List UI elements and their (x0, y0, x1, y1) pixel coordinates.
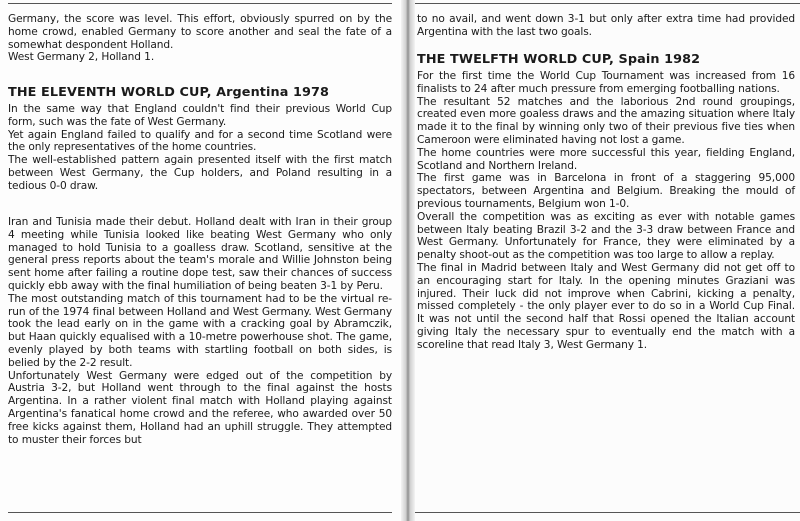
left-intro (8, 13, 392, 64)
book-spine-gutter (401, 0, 415, 521)
paragraph: Overall the competition was as exciting as ever with notable games between Italy beating Brazil 3-2 and the 3-3 draw between France and West Germany. Unfortunately for France, they were eliminated by a penalty shoot-out as the competition was too large to allow a replay. (417, 210, 795, 262)
paragraph: In the same way that England couldn't find their previous World Cup form, such was the fate of West Germany. (8, 103, 392, 128)
intro-paragraph: to no avail, and went down 3-1 but only after extra time had provided Argentina with the last two goals. (417, 13, 795, 38)
top-rule (415, 3, 800, 4)
section-title-1982: THE TWELFTH WORLD CUP, Spain 1982 (417, 52, 701, 67)
paragraph: The home countries were more successful this year, fielding England, Scotland and Northern Ireland. (417, 146, 795, 172)
paragraph: Unfortunately West Germany were edged out of the competition by Austria 3-2, but Holland went through to the final against the hosts Argentina. In a rather violent final match with Holland playing against Argentina's fanatical home crowd and the referee, who awarded over 50 free kicks against them, Holland had an uphill struggle. They attempted to muster their forces but (8, 369, 392, 446)
intro-score-line: West Germany 2, Holland 1. (8, 51, 155, 64)
paragraph: The resultant 52 matches and the laborious 2nd round groupings, created even more goaless draws and the amazing situation where Italy made it to the final by winning only two of their previous five ties when Cameroon were eliminated having not lost a game. (417, 95, 795, 146)
section-1978-body (8, 216, 392, 446)
paragraph: The most outstanding match of this tournament had to be the virtual re-run of the 1974 final between Holland and West Germany. West Germany took the lead early on in the game with a cracking goal by Abramczik, but Haan quickly equalised with a 10-metre powerhouse shot. The game, evenly played by both teams with startling football on both sides, is belied by the 2-2 result. (8, 292, 392, 369)
section-1982-body (417, 70, 795, 352)
bottom-rule (8, 512, 392, 513)
paragraph: Yet again England failed to qualify and for a second time Scotland were the only representatives of the home countries. (8, 128, 392, 154)
section-title-1978: THE ELEVENTH WORLD CUP, Argentina 1978 (8, 85, 330, 100)
paragraph: Iran and Tunisia made their debut. Holland dealt with Iran in their group 4 meeting while Tunisia looked like beating West Germany who only managed to hold Tunisia to a goalless draw. Scotland, sensitive at the general press reports about the team's morale and Willie Johnston being sent home after failing a routine dope test, saw their chances of success quickly ebb away with the final humiliation of being beaten 3-1 by Peru. (8, 216, 392, 292)
paragraph: The first game was in Barcelona in front of a staggering 95,000 spectators, between Argentina and Belgium. Breaking the mould of previous tournaments, Belgium won 1-0. (417, 172, 795, 210)
intro-paragraph: Germany, the score was level. This effort, obviously spurred on by the home crowd, enabled Germany to score another and seal the fate of a somewhat despondent Holland. (8, 13, 392, 51)
paragraph: For the first time the World Cup Tournament was increased from 16 finalists to 24 after much pressure from emerging footballing nations. (417, 70, 795, 95)
top-rule (8, 3, 392, 4)
right-page (407, 0, 800, 521)
section-1978-opening (8, 103, 392, 193)
right-intro (417, 13, 795, 39)
paragraph: The well-established pattern again presented itself with the first match between West Germany, the Cup holders, and Poland resulting in a tedious 0-0 draw. (8, 154, 392, 192)
paragraph: The final in Madrid between Italy and West Germany did not get off to an encouraging start for Italy. In the opening minutes Graziani was injured. Their luck did not improve when Cabrini, kicking a penalty, missed completely - the only player ever to do so in a World Cup Final. It was not until the second half that Rossi opened the Italian account giving Italy the necessary spur to eventually end the match with a scoreline that read Italy 3, West Germany 1. (417, 261, 795, 351)
bottom-rule (415, 512, 800, 513)
